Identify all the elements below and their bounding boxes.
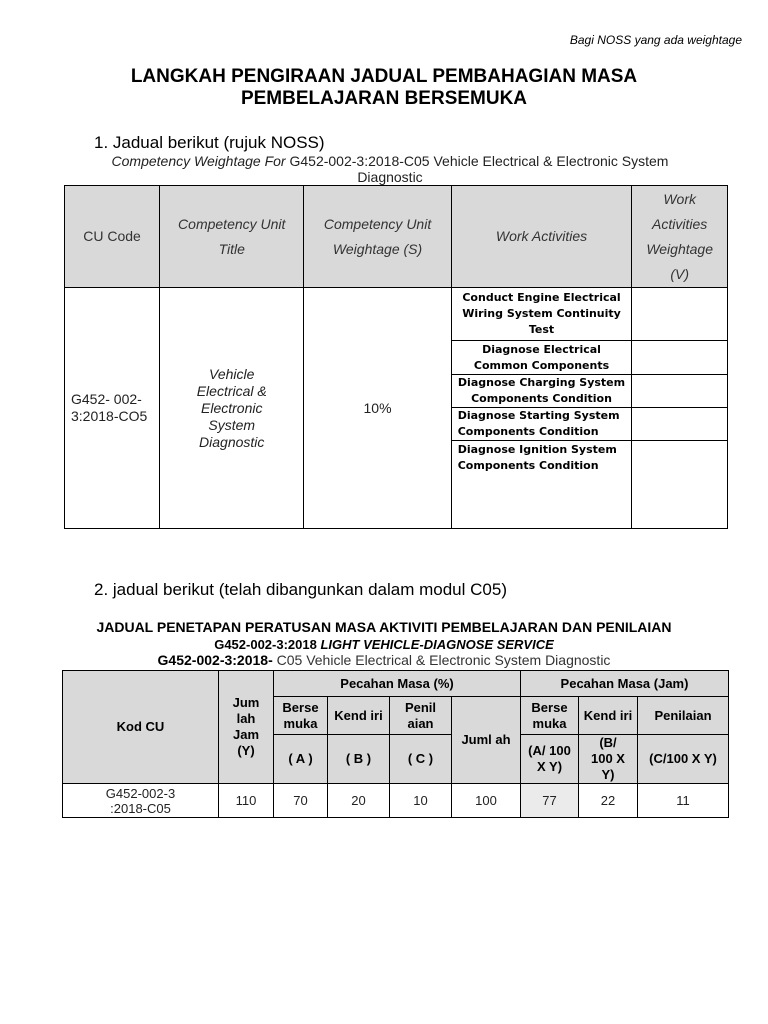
table-2-cu-line bbox=[0, 652, 768, 669]
subtitle-name: LIGHT VEHICLE-DIAGNOSE SERVICE bbox=[316, 637, 554, 652]
work-activity-4: Diagnose Starting System Components Condition bbox=[451, 408, 632, 441]
jumlah-jam-cell: 110 bbox=[219, 784, 274, 818]
subtitle-code: G452-002-3:2018 bbox=[214, 637, 317, 652]
table-2-title: JADUAL PENETAPAN PERATUSAN MASA AKTIVITI PEMBELAJARAN DAN PENILAIAN bbox=[96, 619, 672, 635]
header-cu-code: CU Code bbox=[65, 186, 160, 288]
activity-weightage-1 bbox=[632, 288, 728, 341]
header-bersemuka-jam: Berse muka bbox=[521, 697, 579, 735]
header-kendiri-jam: Kend iri bbox=[579, 697, 638, 735]
header-pecahan-masa-jam: Pecahan Masa (Jam) bbox=[521, 671, 729, 697]
unit-title-cell: Vehicle Electrical & Electronic System Diagnostic bbox=[160, 288, 304, 529]
activity-weightage-5 bbox=[632, 441, 728, 529]
jumlah-cell: 100 bbox=[452, 784, 521, 818]
c-cell: 10 bbox=[390, 784, 452, 818]
header-penilaian-pct: Penil aian bbox=[390, 697, 452, 735]
header-a-calc: (A/ 100 X Y) bbox=[521, 735, 579, 784]
header-c-calc: (C/100 X Y) bbox=[638, 735, 729, 784]
header-jumlah-jam: Jum lah Jam (Y) bbox=[219, 671, 274, 784]
b-cell: 20 bbox=[328, 784, 390, 818]
header-c: ( C ) bbox=[390, 735, 452, 784]
kod-cu-cell: G452-002-3 :2018-C05 bbox=[63, 784, 219, 818]
competency-weightage-table bbox=[64, 185, 728, 529]
header-b-calc: (B/ 100 X Y) bbox=[579, 735, 638, 784]
header-kendiri-pct: Kend iri bbox=[328, 697, 390, 735]
title-line-1: LANGKAH PENGIRAAN JADUAL PEMBAHAGIAN MASA bbox=[130, 66, 638, 87]
work-activity-5: Diagnose Ignition System Components Condition bbox=[451, 441, 632, 529]
section-1-heading: 1. Jadual berikut (rujuk NOSS) bbox=[94, 133, 325, 152]
header-b: ( B ) bbox=[328, 735, 390, 784]
cu-code-cell: G452- 002-3:2018-CO5 bbox=[65, 288, 160, 529]
caption-rest: G452-002-3:2018-C05 Vehicle Electrical & Electronic System bbox=[285, 153, 669, 169]
activity-weightage-2 bbox=[632, 341, 728, 375]
section-2-heading: 2. jadual berikut (telah dibangunkan dalam modul C05) bbox=[94, 580, 507, 599]
cu-line-code: G452-002-3:2018- bbox=[157, 652, 273, 668]
c-jam-cell: 11 bbox=[638, 784, 729, 818]
header-pecahan-masa-percent: Pecahan Masa (%) bbox=[274, 671, 521, 697]
cu-line-name: C05 Vehicle Electrical & Electronic System Diagnostic bbox=[272, 652, 611, 668]
a-cell: 70 bbox=[274, 784, 328, 818]
header-a: ( A ) bbox=[274, 735, 328, 784]
activity-weightage-4 bbox=[632, 408, 728, 441]
time-allocation-table bbox=[62, 670, 729, 818]
work-activity-1: Conduct Engine Electrical Wiring System Continuity Test bbox=[451, 288, 632, 341]
b-jam-cell: 22 bbox=[579, 784, 638, 818]
header-unit-weightage: Competency Unit Weightage (S) bbox=[304, 186, 451, 288]
unit-weightage-cell: 10% bbox=[304, 288, 451, 529]
header-jumlah: Juml ah bbox=[452, 697, 521, 784]
weightage-note: Bagi NOSS yang ada weightage bbox=[569, 33, 742, 47]
header-work-activities: Work Activities bbox=[451, 186, 632, 288]
header-kod-cu: Kod CU bbox=[63, 671, 219, 784]
caption-italic: Competency Weightage For bbox=[111, 153, 286, 169]
caption-line-2: Diagnostic bbox=[357, 169, 423, 185]
page-title bbox=[0, 66, 768, 110]
title-line-2: PEMBELAJARAN BERSEMUKA bbox=[240, 88, 528, 109]
a-jam-cell: 77 bbox=[521, 784, 579, 818]
work-activity-2: Diagnose Electrical Common Components bbox=[451, 341, 632, 375]
header-activity-weightage: Work Activities Weightage (V) bbox=[632, 186, 728, 288]
table-2-subtitle bbox=[0, 636, 768, 653]
header-unit-title: Competency Unit Title bbox=[160, 186, 304, 288]
header-bersemuka-pct: Berse muka bbox=[274, 697, 328, 735]
work-activity-3: Diagnose Charging System Components Condition bbox=[451, 375, 632, 408]
header-penilaian-jam: Penilaian bbox=[638, 697, 729, 735]
table-1-caption bbox=[60, 153, 720, 185]
activity-weightage-3 bbox=[632, 375, 728, 408]
